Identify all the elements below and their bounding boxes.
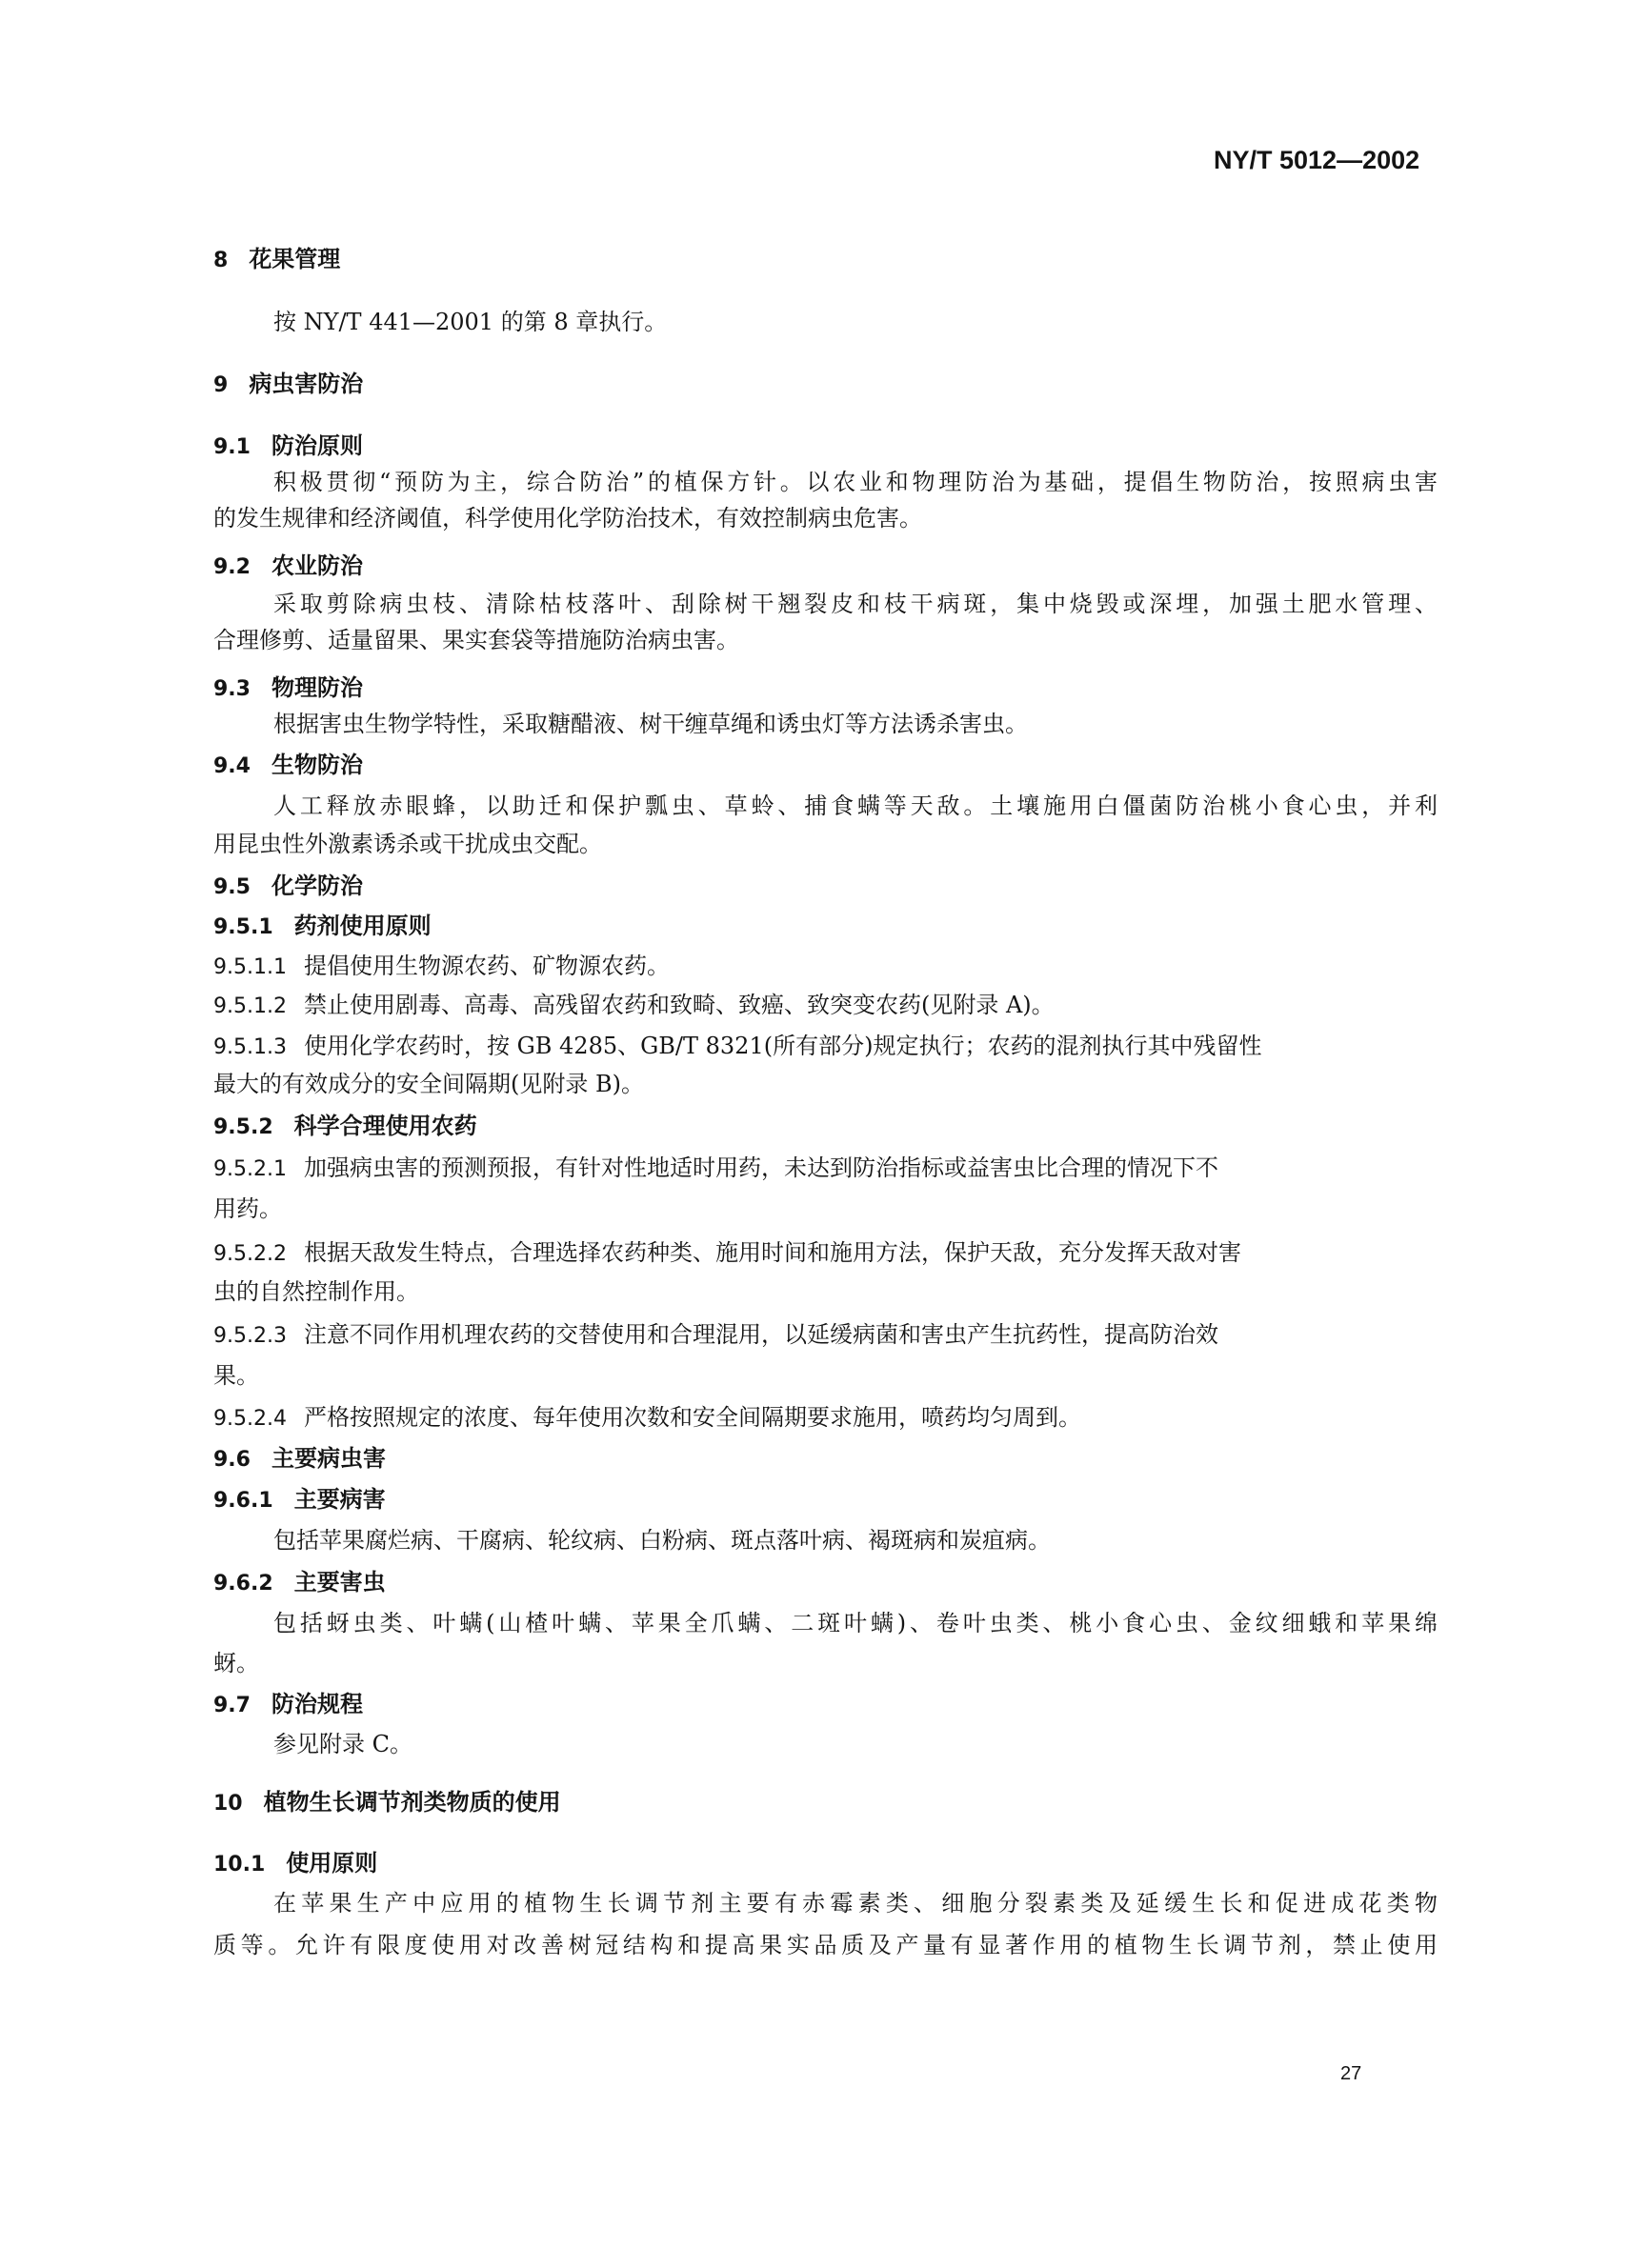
clause-title: 化学防治 <box>271 873 363 899</box>
clause-number: 9.5.1 <box>213 915 273 939</box>
paragraph-line: 最大的有效成分的安全间隔期(见附录 B)。 <box>213 1071 644 1097</box>
item-number: 9.5.2.4 <box>213 1407 287 1431</box>
item-number: 9.5.1.2 <box>213 994 287 1018</box>
paragraph-line: 质等。允许有限度使用对改善树冠结构和提高果实品质及产量有显著作用的植物生长调节剂，禁止使用 <box>213 1932 1438 1958</box>
clause-title: 主要病虫害 <box>271 1445 386 1472</box>
clause-number: 9.3 <box>213 677 251 701</box>
clause-heading-9-1 <box>213 431 363 463</box>
clause-number: 9.6.1 <box>213 1489 273 1513</box>
clause-title: 使用原则 <box>286 1850 378 1877</box>
section-number: 8 <box>213 249 229 272</box>
section-number: 10 <box>213 1792 243 1816</box>
section-heading-8 <box>213 244 340 276</box>
item-text: 根据天敌发生特点，合理选择农药种类、施用时间和施用方法，保护天敌，充分发挥天敌对害 <box>303 1239 1241 1266</box>
clause-heading-9-3 <box>213 672 363 705</box>
item-9-5-1-2 <box>213 990 1055 1022</box>
paragraph-line: 蚜。 <box>213 1650 259 1676</box>
item-number: 9.5.1.3 <box>213 1035 287 1059</box>
section-number: 9 <box>213 373 229 397</box>
clause-heading-9-6-2 <box>213 1567 386 1599</box>
paragraph: 按 NY/T 441—2001 的第 8 章执行。 <box>273 309 668 335</box>
clause-title: 防治原则 <box>271 432 363 459</box>
paragraph-line: 人工释放赤眼蜂，以助迁和保护瓢虫、草蛉、捕食螨等天敌。土壤施用白僵菌防治桃小食心虫，并利 <box>273 793 1438 819</box>
clause-heading-9-5 <box>213 871 363 903</box>
clause-title: 物理防治 <box>271 674 363 701</box>
paragraph-line: 用昆虫性外激素诱杀或干扰成虫交配。 <box>213 831 602 857</box>
paragraph-line: 果。 <box>213 1362 259 1389</box>
paragraph-line: 参见附录 C。 <box>273 1731 412 1757</box>
section-title: 花果管理 <box>249 246 341 272</box>
clause-heading-9-6-1 <box>213 1484 386 1516</box>
clause-heading-9-5-1 <box>213 911 432 943</box>
item-number: 9.5.2.3 <box>213 1324 287 1348</box>
standard-code: NY/T 5012—2002 <box>1214 146 1420 174</box>
item-9-5-2-4 <box>213 1402 1081 1435</box>
clause-heading-9-6 <box>213 1443 386 1475</box>
clause-number: 9.7 <box>213 1694 251 1717</box>
item-number: 9.5.2.1 <box>213 1157 287 1181</box>
section-title: 病虫害防治 <box>249 371 364 397</box>
item-text: 严格按照规定的浓度、每年使用次数和安全间隔期要求施用，喷药均匀周到。 <box>303 1404 1081 1431</box>
clause-number: 9.1 <box>213 435 251 459</box>
clause-number: 9.2 <box>213 555 251 579</box>
clause-heading-9-7 <box>213 1689 363 1721</box>
item-text: 提倡使用生物源农药、矿物源农药。 <box>303 953 670 979</box>
item-9-5-1-3 <box>213 1031 1261 1063</box>
paragraph-line: 用药。 <box>213 1195 282 1222</box>
clause-title: 药剂使用原则 <box>293 913 432 939</box>
item-9-5-2-2 <box>213 1237 1241 1270</box>
clause-number: 9.4 <box>213 754 251 778</box>
paragraph-line: 虫的自然控制作用。 <box>213 1278 419 1305</box>
clause-title: 防治规程 <box>271 1691 363 1717</box>
page-number: 27 <box>1340 2063 1362 2084</box>
paragraph-line: 根据害虫生物学特性，采取糖醋液、树干缠草绳和诱虫灯等方法诱杀害虫。 <box>273 711 1028 737</box>
paragraph-line: 积极贯彻“预防为主，综合防治”的植保方针。以农业和物理防治为基础，提倡生物防治，按照病虫害 <box>273 469 1438 495</box>
clause-number: 9.5.2 <box>213 1115 273 1139</box>
item-text: 加强病虫害的预测预报，有针对性地适时用药，未达到防治指标或益害虫比合理的情况下不 <box>303 1154 1218 1181</box>
clause-heading-10-1 <box>213 1848 377 1880</box>
item-number: 9.5.1.1 <box>213 955 287 979</box>
item-number: 9.5.2.2 <box>213 1242 287 1266</box>
clause-title: 主要害虫 <box>293 1569 386 1596</box>
section-heading-10 <box>213 1787 561 1819</box>
clause-title: 科学合理使用农药 <box>293 1113 477 1139</box>
paragraph-line: 在苹果生产中应用的植物生长调节剂主要有赤霉素类、细胞分裂素类及延缓生长和促进成花类物 <box>273 1890 1438 1917</box>
section-title: 植物生长调节剂类物质的使用 <box>263 1789 561 1816</box>
paragraph-line: 包括苹果腐烂病、干腐病、轮纹病、白粉病、斑点落叶病、褐斑病和炭疽病。 <box>273 1527 1051 1554</box>
clause-title: 生物防治 <box>271 752 363 778</box>
clause-number: 9.6.2 <box>213 1572 273 1596</box>
clause-number: 9.6 <box>213 1448 251 1472</box>
clause-heading-9-2 <box>213 551 363 583</box>
item-text: 禁止使用剧毒、高毒、高残留农药和致畸、致癌、致突变农药(见附录 A)。 <box>303 992 1055 1018</box>
paragraph-line: 包括蚜虫类、叶螨(山楂叶螨、苹果全爪螨、二斑叶螨)、卷叶虫类、桃小食心虫、金纹细蛾和苹果绵 <box>273 1610 1438 1636</box>
item-9-5-1-1 <box>213 951 670 983</box>
item-text: 使用化学农药时，按 GB 4285、GB/T 8321(所有部分)规定执行；农药的混剂执行其中残留性 <box>303 1033 1262 1059</box>
clause-number: 10.1 <box>213 1853 266 1877</box>
clause-title: 主要病害 <box>293 1486 386 1513</box>
item-text: 注意不同作用机理农药的交替使用和合理混用，以延缓病菌和害虫产生抗药性，提高防治效 <box>303 1321 1218 1348</box>
item-9-5-2-1 <box>213 1153 1218 1185</box>
paragraph-line: 的发生规律和经济阈值，科学使用化学防治技术，有效控制病虫危害。 <box>213 505 922 532</box>
clause-heading-9-4 <box>213 750 363 782</box>
clause-heading-9-5-2 <box>213 1111 477 1143</box>
clause-number: 9.5 <box>213 875 251 899</box>
paragraph-line: 采取剪除病虫枝、清除枯枝落叶、刮除树干翘裂皮和枝干病斑，集中烧毁或深埋，加强土肥水管理、 <box>273 591 1438 617</box>
item-9-5-2-3 <box>213 1319 1218 1352</box>
clause-title: 农业防治 <box>271 552 363 579</box>
section-heading-9 <box>213 369 363 401</box>
paragraph-line: 合理修剪、适量留果、果实套袋等措施防治病虫害。 <box>213 627 739 653</box>
